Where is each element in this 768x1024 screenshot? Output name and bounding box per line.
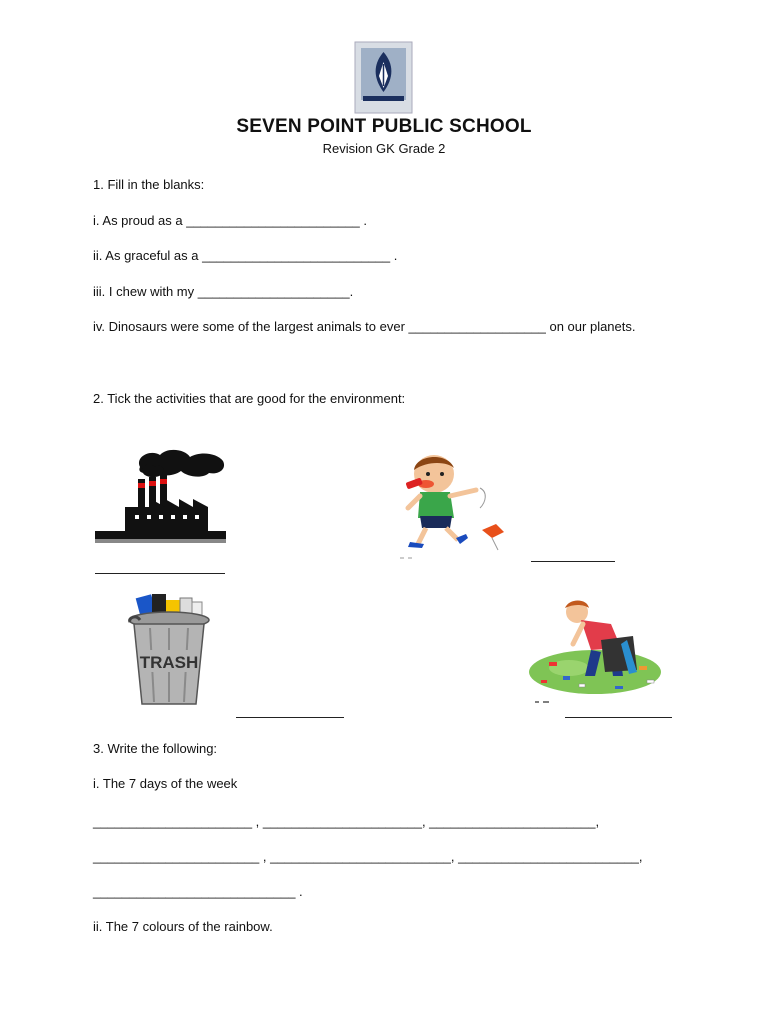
- school-logo: [355, 42, 412, 113]
- days-answer-line-1[interactable]: ______________________ , ______________________, _______________________,: [93, 814, 600, 829]
- section2-heading: 2. Tick the activities that are good for the environment:: [93, 391, 406, 406]
- boy-littering-image: [398, 452, 513, 560]
- boy-cleaning-image: [529, 600, 663, 706]
- trash-can-label: TRASH: [139, 653, 199, 672]
- days-answer-line-3[interactable]: ____________________________ .: [93, 884, 303, 899]
- page-title: SEVEN POINT PUBLIC SCHOOL: [236, 116, 532, 137]
- answer-line-littering[interactable]: [531, 561, 615, 562]
- fill-blank-q1: i. As proud as a ________________________ .: [93, 213, 367, 228]
- fill-blank-q4: iv. Dinosaurs were some of the largest animals to ever ___________________ on our planets.: [93, 319, 636, 334]
- fill-blank-q3: iii. I chew with my _____________________.: [93, 284, 354, 299]
- answer-line-trash[interactable]: [236, 717, 344, 718]
- fill-blank-q2: ii. As graceful as a __________________________ .: [93, 248, 398, 263]
- answer-line-factory[interactable]: [95, 573, 225, 574]
- days-prompt: i. The 7 days of the week: [93, 776, 238, 791]
- answer-line-cleaning[interactable]: [565, 717, 672, 718]
- page-subtitle: Revision GK Grade 2: [322, 141, 446, 156]
- section1-heading: 1. Fill in the blanks:: [93, 177, 205, 192]
- rainbow-prompt: ii. The 7 colours of the rainbow.: [93, 919, 273, 934]
- days-answer-line-2[interactable]: _______________________ , _________________________, _________________________,: [93, 849, 643, 864]
- section3-heading: 3. Write the following:: [93, 741, 218, 756]
- trash-can-image: [126, 592, 212, 708]
- factory-pollution-image: [95, 447, 226, 543]
